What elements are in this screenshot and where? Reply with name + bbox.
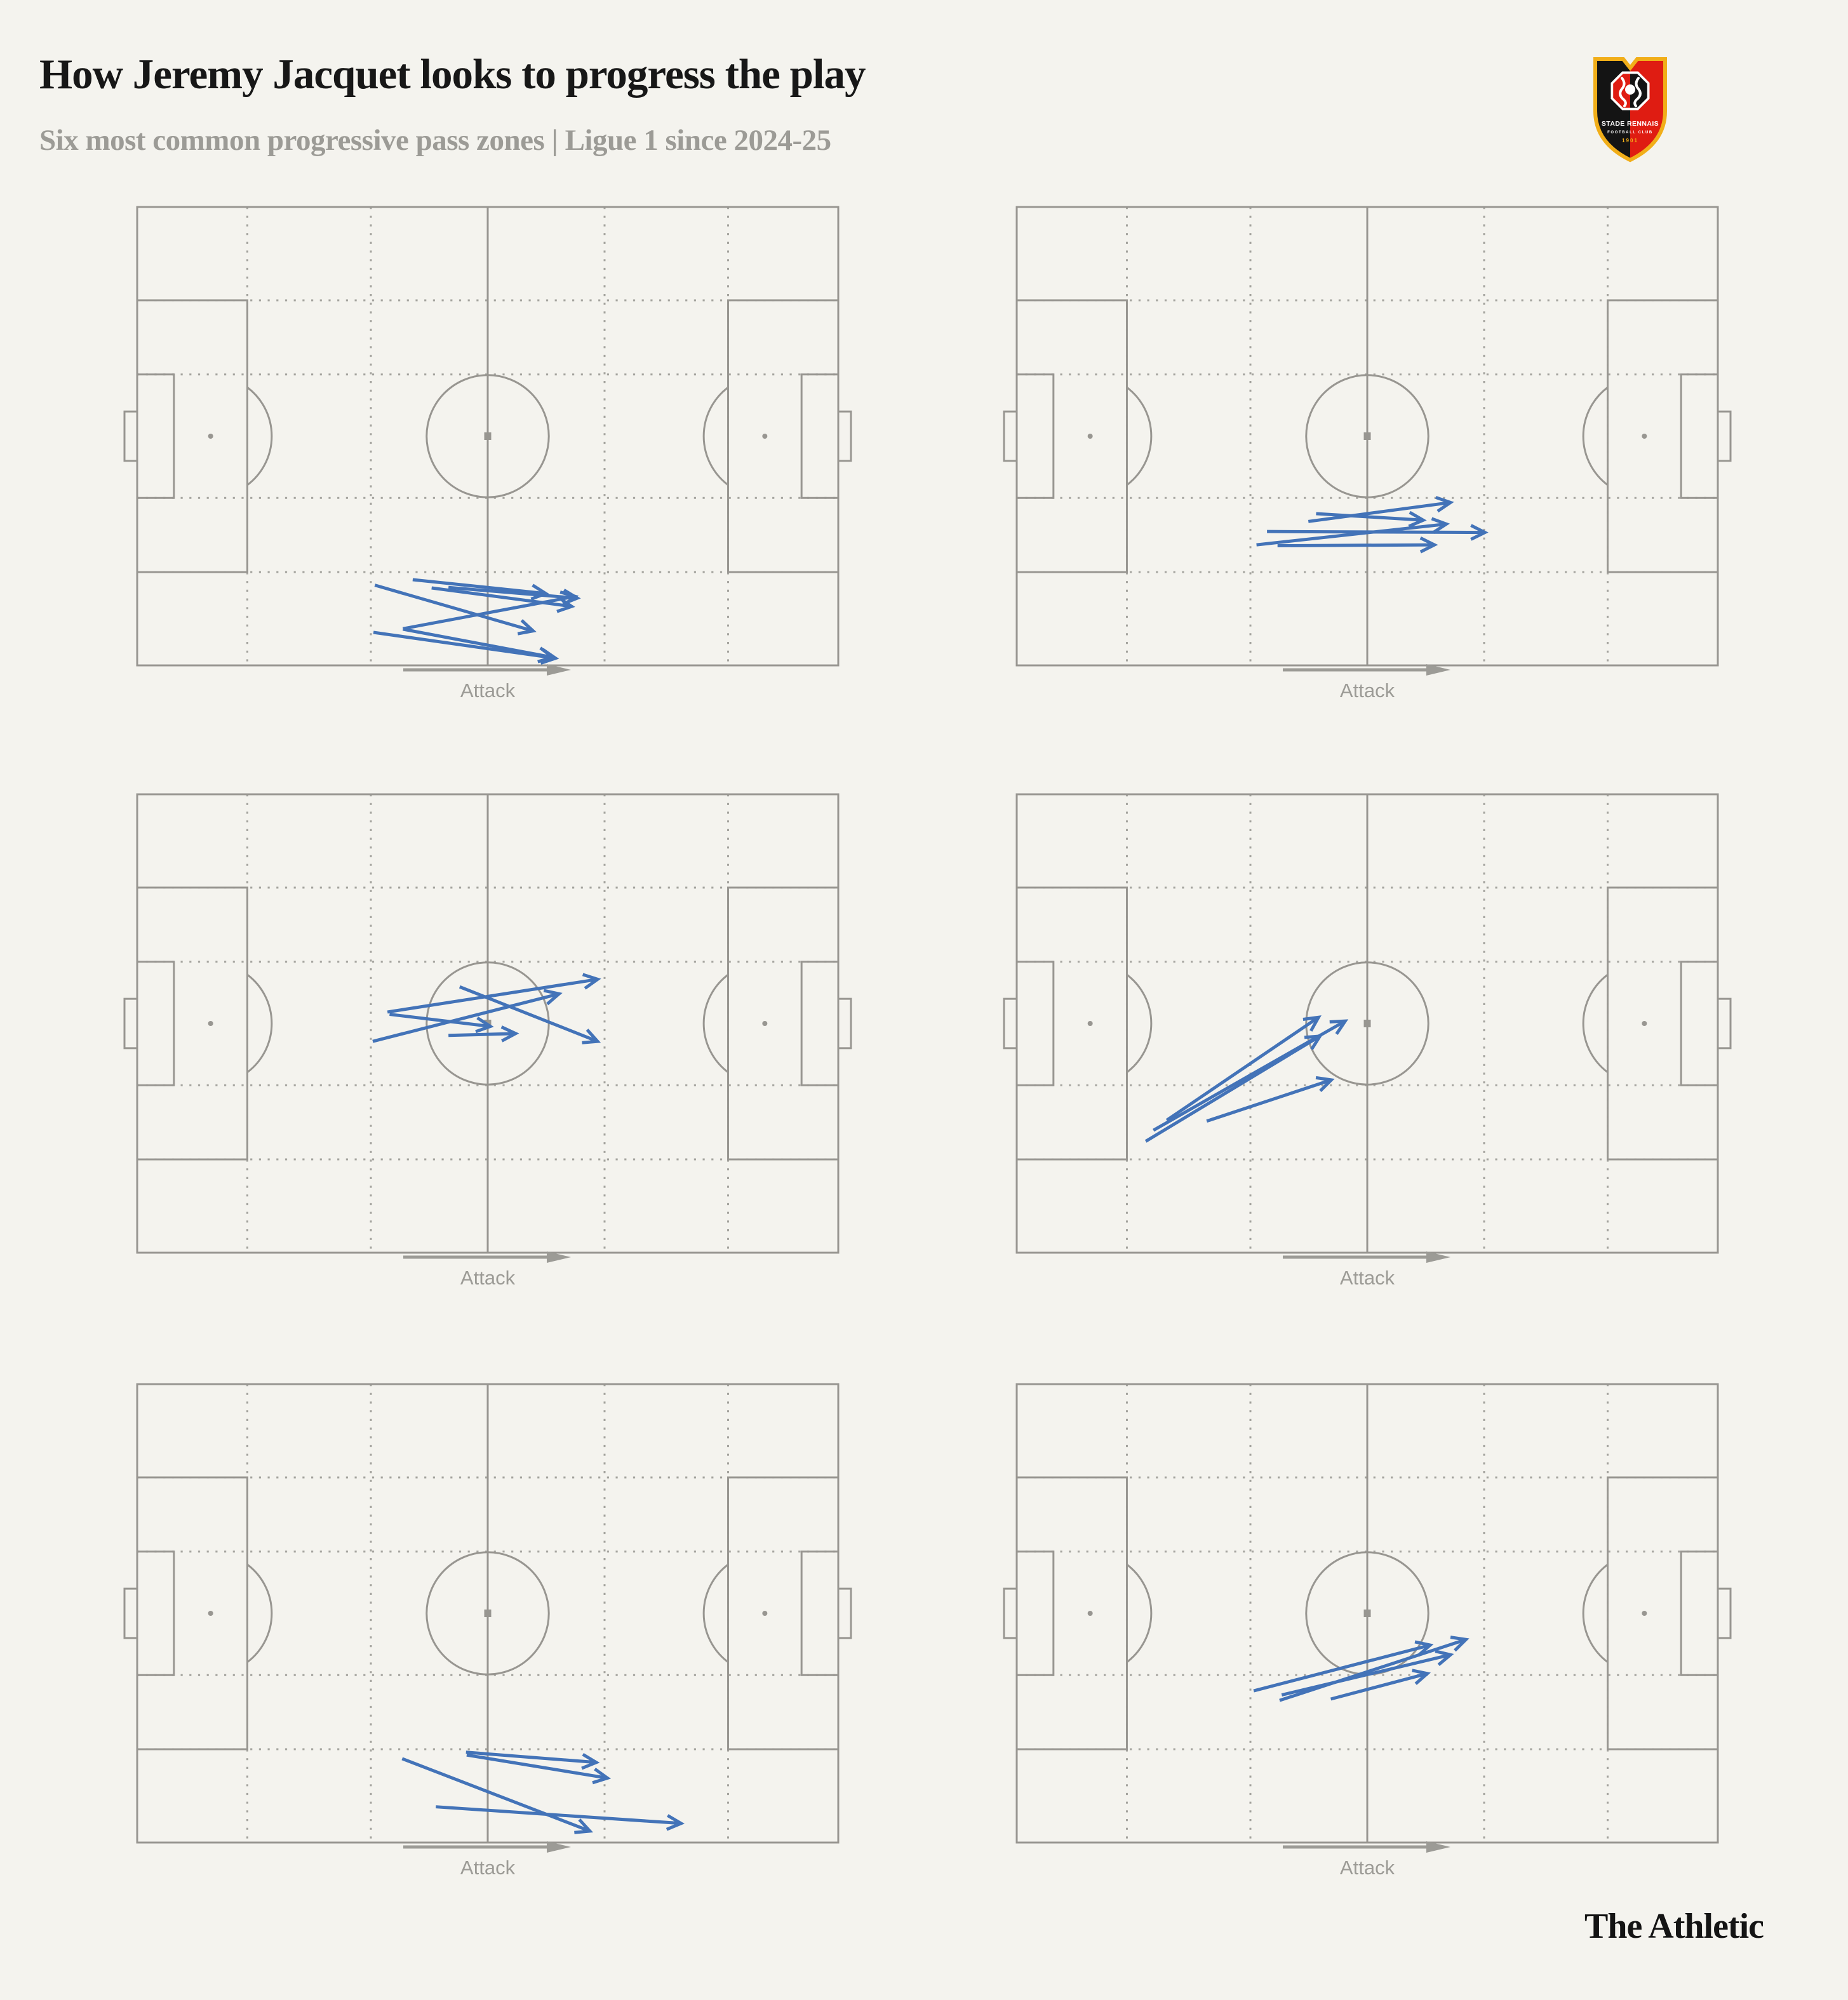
pass-arrow xyxy=(387,980,596,1012)
pitch-diagram xyxy=(1000,1379,1734,1848)
progressive-passes xyxy=(1254,1640,1464,1700)
attack-arrow-icon xyxy=(1282,1839,1453,1855)
progressive-passes xyxy=(373,980,596,1041)
crest-club-name: STADE RENNAIS xyxy=(1601,120,1659,128)
progressive-passes xyxy=(402,1752,680,1830)
brand-wordmark: The Athletic xyxy=(1584,1907,1764,1946)
pass-arrow xyxy=(373,632,554,658)
page-title: How Jeremy Jacquet looks to progress the play xyxy=(39,51,866,98)
pitch-panel xyxy=(1017,794,1718,1289)
attack-label: Attack xyxy=(1339,1857,1395,1879)
pass-arrow xyxy=(1146,1037,1319,1142)
attack-label: Attack xyxy=(1339,1267,1395,1289)
crest-club-type: FOOTBALL CLUB xyxy=(1607,131,1653,135)
attack-arrow-icon xyxy=(1282,1249,1453,1265)
progressive-passes xyxy=(373,580,576,658)
pitch-panel xyxy=(137,207,838,702)
pass-arrow xyxy=(448,1034,514,1036)
pitch-panel xyxy=(137,1384,838,1879)
pitch-diagram xyxy=(1000,202,1734,670)
pass-arrow xyxy=(1257,524,1445,545)
crest-ball-icon xyxy=(1625,84,1635,95)
attack-direction xyxy=(1017,1249,1718,1289)
pitch-diagram xyxy=(121,1379,855,1848)
pitch-panel xyxy=(1017,1384,1718,1879)
pitch-diagram xyxy=(121,202,855,670)
progressive-passes xyxy=(1146,1018,1344,1141)
attack-label: Attack xyxy=(1339,679,1395,702)
attack-direction xyxy=(137,1249,838,1289)
attack-direction xyxy=(1017,1839,1718,1879)
progressive-passes xyxy=(1257,503,1484,546)
attack-label: Attack xyxy=(460,1267,516,1289)
pass-arrow xyxy=(1280,1640,1464,1700)
pitch-panel xyxy=(137,794,838,1289)
pitch-diagram xyxy=(1000,789,1734,1258)
attack-direction xyxy=(137,662,838,702)
attack-arrow-icon xyxy=(402,662,573,678)
crest-founding-year: 1901 xyxy=(1622,138,1638,143)
attack-label: Attack xyxy=(460,679,516,702)
attack-arrow-icon xyxy=(402,1249,573,1265)
pitch-diagram xyxy=(121,789,855,1258)
page-subtitle: Six most common progressive pass zones | Ligue 1 since 2024-25 xyxy=(39,124,831,157)
pitch-panel xyxy=(1017,207,1718,702)
pass-arrow xyxy=(1167,1018,1317,1120)
club-crest-logo xyxy=(1589,53,1671,165)
pass-arrow xyxy=(436,1807,680,1823)
pass-arrow xyxy=(1207,1081,1330,1121)
attack-direction xyxy=(137,1839,838,1879)
pass-arrow xyxy=(1254,1646,1429,1691)
attack-direction xyxy=(1017,662,1718,702)
attack-arrow-icon xyxy=(1282,662,1453,678)
attack-label: Attack xyxy=(460,1857,516,1879)
attack-arrow-icon xyxy=(402,1839,573,1855)
